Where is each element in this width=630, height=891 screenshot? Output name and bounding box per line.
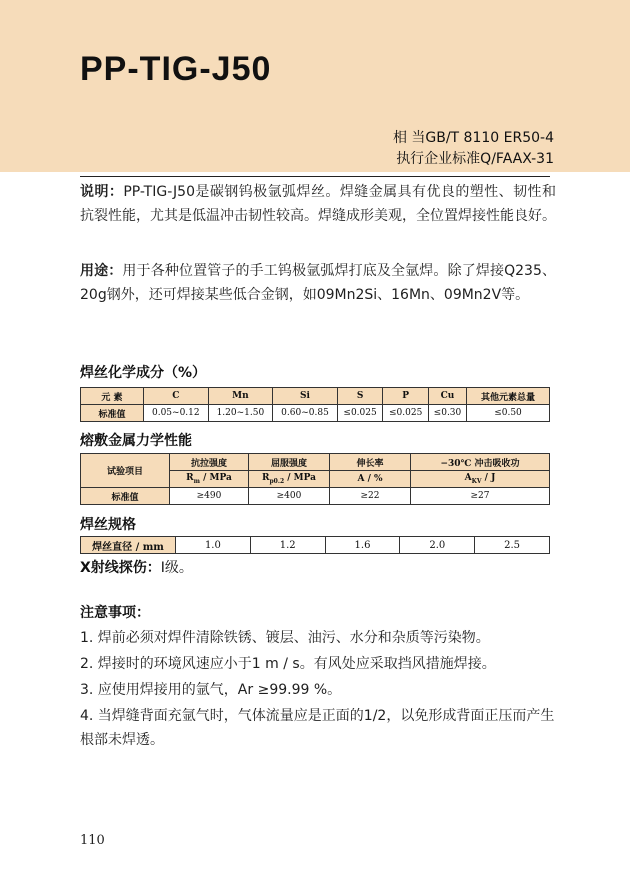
xray-label: X射线探伤： — [80, 560, 161, 576]
mech-header-row — [81, 454, 550, 471]
chem-value-cell: 1.20~1.50 — [208, 405, 273, 422]
page-number: 110 — [80, 833, 105, 848]
spec-label: 焊丝直径 / mm — [81, 537, 176, 554]
chem-header-cell: P — [383, 388, 429, 405]
mech-table — [80, 453, 550, 505]
spec-value: 1.0 — [176, 537, 251, 554]
chem-header-cell: 其他元素总量 — [467, 388, 550, 405]
mech-header-tensile: 抗拉强度 — [170, 454, 249, 471]
mech-row-label: 标准值 — [81, 488, 170, 505]
unit-symbol: A — [464, 473, 472, 484]
chem-header-row — [81, 388, 550, 405]
unit-symbol: R — [186, 473, 194, 484]
mech-value-impact: ≥27 — [411, 488, 550, 505]
xray-line — [80, 557, 193, 577]
standard-equivalent: 相 当GB/T 8110 ER50-4 — [392, 130, 554, 146]
spec-title: 焊丝规格 — [80, 517, 136, 533]
standard-enterprise: 执行企业标准Q/FAAX-31 — [396, 151, 554, 167]
spec-table — [80, 536, 550, 554]
unit-suffix: / MPa — [284, 473, 316, 484]
chem-value-cell: 0.05~0.12 — [144, 405, 209, 422]
note-item: 1. 焊前必须对焊件清除铁锈、镀层、油污、水分和杂质等污染物。 — [80, 630, 490, 646]
spec-value: 1.6 — [325, 537, 400, 554]
note-item: 3. 应使用焊接用的氩气，Ar ≥99.99 %。 — [80, 682, 342, 698]
chem-title: 焊丝化学成分（%） — [80, 365, 207, 381]
note-item: 2. 焊接时的环境风速应小于1 m / s。有风处应采取挡风措施焊接。 — [80, 656, 496, 672]
chem-header-cell: 元 素 — [81, 388, 144, 405]
usage-label: 用途： — [80, 263, 123, 279]
spec-row — [81, 537, 550, 554]
unit-suffix: / J — [481, 473, 496, 484]
header-divider — [80, 176, 550, 177]
unit-subscript: m — [193, 477, 200, 485]
mech-title: 熔敷金属力学性能 — [80, 433, 192, 449]
mech-unit-elong: A / % — [330, 471, 411, 488]
description-label: 说明： — [80, 184, 124, 200]
unit-suffix: / MPa — [199, 473, 232, 484]
spec-value: 2.5 — [475, 537, 550, 554]
description-text: PP-TIG-J50是碳钢钨极氩弧焊丝。焊缝金属具有优良的塑性、韧性和抗裂性能，尤其是低温冲击韧性较高。焊缝成形美观，全位置焊接性能良好。 — [80, 184, 556, 224]
mech-unit-yield — [249, 471, 330, 488]
usage-paragraph — [80, 259, 556, 307]
mech-unit-tensile — [170, 471, 249, 488]
product-title: PP-TIG-J50 — [80, 50, 272, 88]
chem-header-cell: C — [144, 388, 209, 405]
chem-value-cell: ≤0.025 — [383, 405, 429, 422]
chem-table — [80, 387, 550, 422]
unit-symbol: R — [262, 473, 270, 484]
mech-header-test: 试验项目 — [81, 454, 170, 488]
chem-value-cell: ≤0.50 — [467, 405, 550, 422]
notes-title: 注意事项： — [80, 605, 150, 621]
mech-unit-impact — [411, 471, 550, 488]
mech-value-elong: ≥22 — [330, 488, 411, 505]
note-item: 4. 当焊缝背面充氩气时，气体流量应是正面的1/2，以免形成背面正压而产生根部未焊透。 — [80, 708, 555, 748]
chem-header-cell: Cu — [428, 388, 466, 405]
spec-value: 1.2 — [250, 537, 325, 554]
chem-header-cell: S — [337, 388, 383, 405]
chem-value-row — [81, 405, 550, 422]
unit-subscript: p0.2 — [269, 477, 285, 485]
chem-header-cell: Si — [273, 388, 338, 405]
mech-header-yield: 屈服强度 — [249, 454, 330, 471]
mech-value-row — [81, 488, 550, 505]
chem-header-cell: Mn — [208, 388, 273, 405]
chem-value-cell: ≤0.025 — [337, 405, 383, 422]
spec-value: 2.0 — [400, 537, 475, 554]
usage-text: 用于各种位置管子的手工钨极氩弧焊打底及全氩焊。除了焊接Q235、20g钢外，还可焊接某些低合金钢，如09Mn2Si、16Mn、09Mn2V等。 — [80, 263, 557, 303]
mech-value-yield: ≥400 — [249, 488, 330, 505]
mech-header-elong: 伸长率 — [330, 454, 411, 471]
mech-value-tensile: ≥490 — [170, 488, 249, 505]
mech-header-impact: −30℃ 冲击吸收功 — [411, 454, 550, 471]
chem-value-cell: ≤0.30 — [428, 405, 466, 422]
unit-subscript: KV — [471, 477, 482, 485]
chem-value-cell: 标准值 — [81, 405, 144, 422]
description-paragraph — [80, 180, 556, 228]
chem-value-cell: 0.60~0.85 — [273, 405, 338, 422]
xray-value: Ⅰ级。 — [160, 560, 193, 576]
